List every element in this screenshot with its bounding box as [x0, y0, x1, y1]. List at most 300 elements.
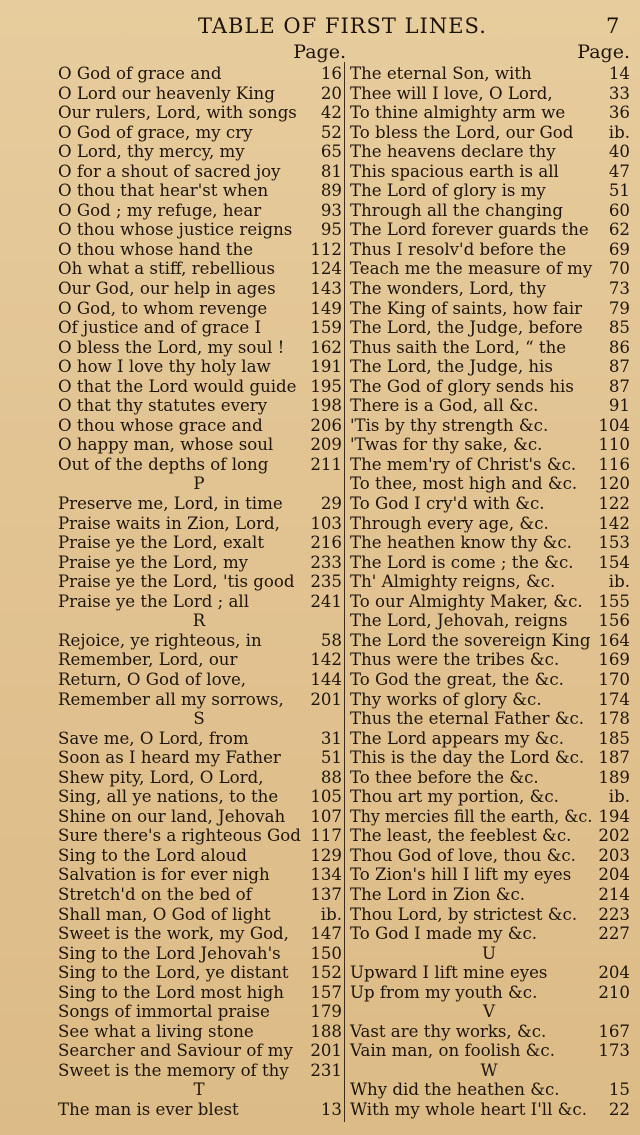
index-entry: [348, 963, 630, 983]
index-entry: [348, 611, 630, 631]
index-entry: [56, 650, 342, 670]
page-reference: 79: [608, 298, 630, 318]
index-entry: [348, 572, 630, 592]
first-line-text: To thine almighty arm we: [350, 103, 566, 123]
index-entry: [348, 435, 630, 455]
page-reference: 110: [598, 435, 630, 455]
page-reference: 86: [608, 337, 630, 357]
index-entry: [348, 84, 630, 104]
page-reference: ib.: [608, 787, 630, 807]
page-reference: 241: [310, 591, 342, 611]
index-entry: [56, 279, 342, 299]
index-entry: [56, 729, 342, 749]
section-letter-heading: [348, 944, 630, 964]
page-reference: 143: [310, 279, 342, 299]
section-letter: P: [193, 474, 205, 494]
page-title: TABLE OF FIRST LINES.: [198, 14, 487, 38]
page-reference: 188: [310, 1021, 342, 1041]
index-entry: [56, 494, 342, 514]
page-reference: 174: [598, 689, 630, 709]
page-reference: 65: [320, 142, 342, 162]
page-reference: 51: [320, 748, 342, 768]
first-line-text: To our Almighty Maker, &c.: [350, 591, 583, 611]
index-entry: [348, 690, 630, 710]
index-entry: [348, 1041, 630, 1061]
index-entry: [56, 983, 342, 1003]
first-line-text: O God of grace, my cry: [58, 122, 253, 142]
index-entry: [348, 474, 630, 494]
index-entry: [348, 709, 630, 729]
first-line-text: Vain man, on foolish &c.: [350, 1041, 555, 1061]
index-entry: [348, 905, 630, 925]
index-entry: [56, 768, 342, 788]
first-line-text: Thy works of glory &c.: [350, 689, 542, 709]
first-line-text: There is a God, all &c.: [350, 396, 539, 416]
page-reference: 204: [598, 865, 630, 885]
first-line-text: The God of glory sends his: [350, 376, 574, 396]
page-reference: 15: [608, 1080, 630, 1100]
right-column: [348, 40, 630, 1120]
index-entry: [56, 201, 342, 221]
page-reference: 170: [598, 669, 630, 689]
page-reference: 51: [608, 181, 630, 201]
first-line-text: Praise ye the Lord ; all: [58, 591, 250, 611]
page-reference: 52: [320, 122, 342, 142]
page-reference: 33: [608, 83, 630, 103]
index-entry: [348, 123, 630, 143]
page-reference: 29: [320, 494, 342, 514]
first-line-text: The Lord in Zion &c.: [350, 884, 526, 904]
page-reference: 164: [598, 630, 630, 650]
page-reference: 88: [320, 767, 342, 787]
page-reference: 204: [598, 963, 630, 983]
page-reference: 144: [310, 669, 342, 689]
section-letter-heading: [56, 474, 342, 494]
index-entry: [348, 162, 630, 182]
page-reference: 103: [310, 513, 342, 533]
page-reference: 129: [310, 845, 342, 865]
first-line-text: Salvation is for ever nigh: [58, 865, 270, 885]
index-entry: [56, 64, 342, 84]
left-column: [56, 40, 346, 1120]
first-line-text: O how I love thy holy law: [58, 357, 271, 377]
first-line-text: Of justice and of grace I: [58, 318, 262, 338]
first-line-text: Our rulers, Lord, with songs: [58, 103, 297, 123]
index-entry: [56, 807, 342, 827]
first-line-text: Our God, our help in ages: [58, 279, 276, 299]
page-reference: ib.: [608, 122, 630, 142]
first-line-text: O thou that hear'st when: [58, 181, 269, 201]
first-line-text: To thee before the &c.: [350, 767, 539, 787]
page-reference: 195: [310, 376, 342, 396]
page-reference: 167: [598, 1021, 630, 1041]
index-entry: [348, 357, 630, 377]
index-entry: [348, 865, 630, 885]
first-line-text: The mem'ry of Christ's &c.: [350, 454, 577, 474]
index-entry: [348, 748, 630, 768]
page-reference: 194: [598, 806, 630, 826]
first-line-text: Sing to the Lord, ye distant: [58, 963, 289, 983]
page-reference: 214: [598, 884, 630, 904]
index-entry: [348, 631, 630, 651]
index-entry: [56, 377, 342, 397]
page-reference: 155: [598, 591, 630, 611]
page-reference: 187: [598, 748, 630, 768]
page-reference: 149: [310, 298, 342, 318]
index-entry: [56, 533, 342, 553]
page-reference: 95: [320, 220, 342, 240]
page-reference: 154: [598, 552, 630, 572]
page-reference: 91: [608, 396, 630, 416]
index-entry: [348, 826, 630, 846]
page-reference: 227: [598, 924, 630, 944]
index-entry: [56, 905, 342, 925]
first-line-text: This is the day the Lord &c.: [350, 748, 585, 768]
first-line-text: The man is ever blest: [58, 1099, 239, 1119]
index-entry: [56, 455, 342, 475]
first-line-text: Out of the depths of long: [58, 454, 269, 474]
page-reference: 31: [320, 728, 342, 748]
index-entry: [56, 220, 342, 240]
index-entry: [348, 787, 630, 807]
index-entry: [56, 416, 342, 436]
index-entry: [348, 1080, 630, 1100]
page-reference: 152: [310, 963, 342, 983]
page-reference: 47: [608, 161, 630, 181]
page-reference: 81: [320, 161, 342, 181]
left-index-list: [56, 64, 342, 1120]
page-reference: 93: [320, 200, 342, 220]
page-reference: 14: [608, 64, 630, 83]
page-reference: 70: [608, 259, 630, 279]
index-entry: [348, 650, 630, 670]
index-entry: [348, 768, 630, 788]
first-line-text: Thus were the tribes &c.: [350, 650, 560, 670]
index-entry: [348, 983, 630, 1003]
index-entry: [56, 435, 342, 455]
right-index-list: [348, 64, 630, 1120]
first-line-text: 'Tis by thy strength &c.: [350, 415, 549, 435]
page-reference: 162: [310, 337, 342, 357]
index-entry: [348, 455, 630, 475]
first-line-text: Songs of immortal praise: [58, 1002, 270, 1022]
first-line-text: Stretch'd on the bed of: [58, 884, 252, 904]
page-reference: ib.: [320, 904, 342, 924]
index-entry: [348, 846, 630, 866]
index-entry: [56, 123, 342, 143]
index-entry: [348, 201, 630, 221]
first-line-text: Th' Almighty reigns, &c.: [350, 572, 556, 592]
first-line-text: The Lord, the Judge, his: [350, 357, 553, 377]
first-line-text: O for a shout of sacred joy: [58, 161, 281, 181]
first-line-text: Praise ye the Lord, my: [58, 552, 249, 572]
page-reference: 185: [598, 728, 630, 748]
page-reference: 85: [608, 318, 630, 338]
left-column-header: [56, 40, 346, 64]
index-entry: [348, 553, 630, 573]
first-line-text: O God, to whom revenge: [58, 298, 268, 318]
running-header: [0, 14, 640, 40]
page-reference: 117: [310, 826, 342, 846]
section-letter: V: [483, 1002, 495, 1022]
index-entry: [56, 162, 342, 182]
first-line-text: O Lord our heavenly King: [58, 83, 275, 103]
page-reference: 58: [320, 630, 342, 650]
page-reference: 142: [310, 650, 342, 670]
first-line-text: To thee, most high and &c.: [350, 474, 578, 494]
index-entry: [56, 1061, 342, 1081]
index-entry: [348, 494, 630, 514]
page-reference: 223: [598, 904, 630, 924]
index-entry: [348, 318, 630, 338]
section-letter: T: [193, 1080, 205, 1100]
index-entry: [348, 181, 630, 201]
first-line-text: The Lord is come ; the &c.: [350, 552, 574, 572]
index-entry: [348, 807, 630, 827]
index-entry: [348, 259, 630, 279]
first-line-text: To God the great, the &c.: [350, 669, 564, 689]
page-reference: 120: [598, 474, 630, 494]
page-reference: 89: [320, 181, 342, 201]
page-column-label: Page.: [293, 41, 346, 63]
first-line-text: The Lord of glory is my: [350, 181, 546, 201]
first-line-text: Sing to the Lord Jehovah's: [58, 943, 281, 963]
page-reference: 150: [310, 943, 342, 963]
index-entry: [56, 1022, 342, 1042]
page-reference: 159: [310, 318, 342, 338]
first-line-text: Return, O God of love,: [58, 669, 247, 689]
first-line-text: 'Twas for thy sake, &c.: [350, 435, 543, 455]
first-line-text: Praise waits in Zion, Lord,: [58, 513, 280, 533]
first-line-text: Thee will I love, O Lord,: [350, 83, 553, 103]
section-letter: U: [482, 943, 496, 963]
page-reference: 216: [310, 533, 342, 553]
first-line-text: See what a living stone: [58, 1021, 254, 1041]
first-line-text: Vast are thy works, &c.: [350, 1021, 547, 1041]
first-line-text: Through all the changing: [350, 200, 563, 220]
first-line-text: Sweet is the memory of thy: [58, 1060, 289, 1080]
first-line-text: Praise ye the Lord, 'tis good: [58, 572, 295, 592]
index-entry: [56, 748, 342, 768]
first-line-text: Thy mercies fill the earth, &c.: [350, 806, 593, 826]
section-letter: S: [193, 709, 205, 729]
page-reference: 147: [310, 924, 342, 944]
page-reference: 169: [598, 650, 630, 670]
index-entry: [348, 533, 630, 553]
index-entry: [56, 592, 342, 612]
index-entry: [348, 142, 630, 162]
page-reference: 60: [608, 200, 630, 220]
first-line-text: O God ; my refuge, hear: [58, 200, 262, 220]
page-reference: 62: [608, 220, 630, 240]
section-letter: W: [480, 1060, 498, 1080]
index-entry: [56, 514, 342, 534]
first-line-text: O that thy statutes every: [58, 396, 268, 416]
index-entry: [56, 1100, 342, 1120]
first-line-text: The eternal Son, with: [350, 64, 532, 83]
page-reference: 189: [598, 767, 630, 787]
index-entry: [348, 1022, 630, 1042]
page-reference: 201: [310, 689, 342, 709]
first-line-text: Up from my youth &c.: [350, 982, 538, 1002]
first-line-text: The least, the feeblest &c.: [350, 826, 572, 846]
first-line-text: O thou whose justice reigns: [58, 220, 293, 240]
first-line-text: To bless the Lord, our God: [350, 122, 574, 142]
first-line-text: Thou art my portion, &c.: [350, 787, 559, 807]
right-column-header: [348, 40, 630, 64]
page-reference: 153: [598, 533, 630, 553]
page-reference: 122: [598, 494, 630, 514]
page-reference: 201: [310, 1041, 342, 1061]
page-reference: 206: [310, 415, 342, 435]
first-line-text: This spacious earth is all: [350, 161, 559, 181]
page-reference: 87: [608, 357, 630, 377]
first-line-text: Thus I resolv'd before the: [350, 239, 567, 259]
index-entry: [56, 631, 342, 651]
index-entry: [56, 865, 342, 885]
index-entry: [348, 220, 630, 240]
index-entry: [348, 592, 630, 612]
first-line-text: Thus the eternal Father &c.: [350, 709, 585, 729]
index-entry: [348, 64, 630, 84]
page-reference: 16: [320, 64, 342, 83]
index-entry: [56, 103, 342, 123]
index-entry: [56, 1002, 342, 1022]
first-line-text: O God of grace and: [58, 64, 222, 83]
index-entry: [56, 338, 342, 358]
page-reference: 157: [310, 982, 342, 1002]
page-reference: 142: [598, 513, 630, 533]
page-reference: 209: [310, 435, 342, 455]
page-reference: 104: [598, 415, 630, 435]
first-line-text: Shine on our land, Jehovah: [58, 806, 286, 826]
page-reference: 134: [310, 865, 342, 885]
section-letter-heading: [56, 709, 342, 729]
index-entry: [348, 396, 630, 416]
page-reference: 112: [310, 239, 342, 259]
first-line-text: O thou whose hand the: [58, 239, 254, 259]
page-reference: 42: [320, 103, 342, 123]
index-entry: [56, 944, 342, 964]
index-entry: [348, 924, 630, 944]
page-reference: 40: [608, 142, 630, 162]
first-line-text: Sweet is the work, my God,: [58, 924, 289, 944]
index-entry: [56, 240, 342, 260]
page-reference: 156: [598, 611, 630, 631]
index-entry: [56, 846, 342, 866]
index-entry: [56, 1041, 342, 1061]
page-reference: 36: [608, 103, 630, 123]
first-line-text: O Lord, thy mercy, my: [58, 142, 245, 162]
page-reference: 137: [310, 884, 342, 904]
first-line-text: With my whole heart I'll &c.: [350, 1099, 587, 1119]
index-entry: [348, 103, 630, 123]
index-entry: [348, 416, 630, 436]
section-letter: R: [192, 611, 206, 631]
page-number: 7: [606, 14, 620, 38]
first-line-text: O bless the Lord, my soul !: [58, 337, 285, 357]
section-letter-heading: [56, 611, 342, 631]
page-reference: 198: [310, 396, 342, 416]
page-reference: 105: [310, 787, 342, 807]
first-line-text: Rejoice, ye righteous, in: [58, 630, 262, 650]
first-line-text: To God I made my &c.: [350, 924, 538, 944]
index-entry: [56, 181, 342, 201]
first-line-text: Shall man, O God of light: [58, 904, 271, 924]
page-reference: 173: [598, 1041, 630, 1061]
first-line-text: The Lord appears my &c.: [350, 728, 564, 748]
page-reference: 13: [320, 1099, 342, 1119]
first-line-text: To Zion's hill I lift my eyes: [350, 865, 572, 885]
index-entry: [348, 377, 630, 397]
first-line-text: O happy man, whose soul: [58, 435, 274, 455]
index-entry: [348, 1100, 630, 1120]
first-line-text: To God I cry'd with &c.: [350, 494, 545, 514]
index-entry: [348, 338, 630, 358]
first-line-text: The heathen know thy &c.: [350, 533, 572, 553]
first-line-text: Sing to the Lord aloud: [58, 845, 247, 865]
first-line-text: Why did the heathen &c.: [350, 1080, 560, 1100]
page-reference: 231: [310, 1060, 342, 1080]
first-line-text: Thou God of love, thou &c.: [350, 845, 576, 865]
first-line-text: Teach me the measure of my: [350, 259, 593, 279]
index-entry: [56, 670, 342, 690]
index-entry: [56, 357, 342, 377]
index-entry: [56, 142, 342, 162]
index-entry: [348, 240, 630, 260]
page-reference: 124: [310, 259, 342, 279]
first-line-text: Save me, O Lord, from: [58, 728, 249, 748]
index-entry: [56, 318, 342, 338]
page-reference: 233: [310, 552, 342, 572]
index-entry: [56, 396, 342, 416]
page-reference: 116: [598, 454, 630, 474]
page-reference: 203: [598, 845, 630, 865]
page-reference: ib.: [608, 572, 630, 592]
first-line-text: Thus saith the Lord, “ the: [350, 337, 567, 357]
page-reference: 179: [310, 1002, 342, 1022]
index-entry: [348, 279, 630, 299]
index-entry: [348, 885, 630, 905]
section-letter-heading: [348, 1061, 630, 1081]
page-reference: 191: [310, 357, 342, 377]
first-line-text: O thou whose grace and: [58, 415, 263, 435]
first-line-text: Remember all my sorrows,: [58, 689, 284, 709]
first-line-text: Praise ye the Lord, exalt: [58, 533, 264, 553]
first-line-text: The King of saints, how fair: [350, 298, 583, 318]
first-line-text: Oh what a stiff, rebellious: [58, 259, 276, 279]
index-entry: [348, 729, 630, 749]
index-entry: [56, 787, 342, 807]
first-line-text: Through every age, &c.: [350, 513, 549, 533]
first-line-text: The Lord, Jehovah, reigns: [350, 611, 568, 631]
column-divider: [344, 62, 345, 1122]
index-entry: [348, 299, 630, 319]
page-reference: 210: [598, 982, 630, 1002]
page-reference: 73: [608, 279, 630, 299]
index-entry: [56, 299, 342, 319]
first-line-text: Sing to the Lord most high: [58, 982, 284, 1002]
page-column-label: Page.: [577, 41, 630, 63]
index-entry: [348, 514, 630, 534]
index-entry: [56, 553, 342, 573]
index-entry: [56, 963, 342, 983]
first-line-text: Sure there's a righteous God: [58, 826, 301, 846]
index-entry: [56, 259, 342, 279]
page-reference: 211: [310, 454, 342, 474]
first-line-text: Preserve me, Lord, in time: [58, 494, 283, 514]
first-line-text: The wonders, Lord, thy: [350, 279, 547, 299]
